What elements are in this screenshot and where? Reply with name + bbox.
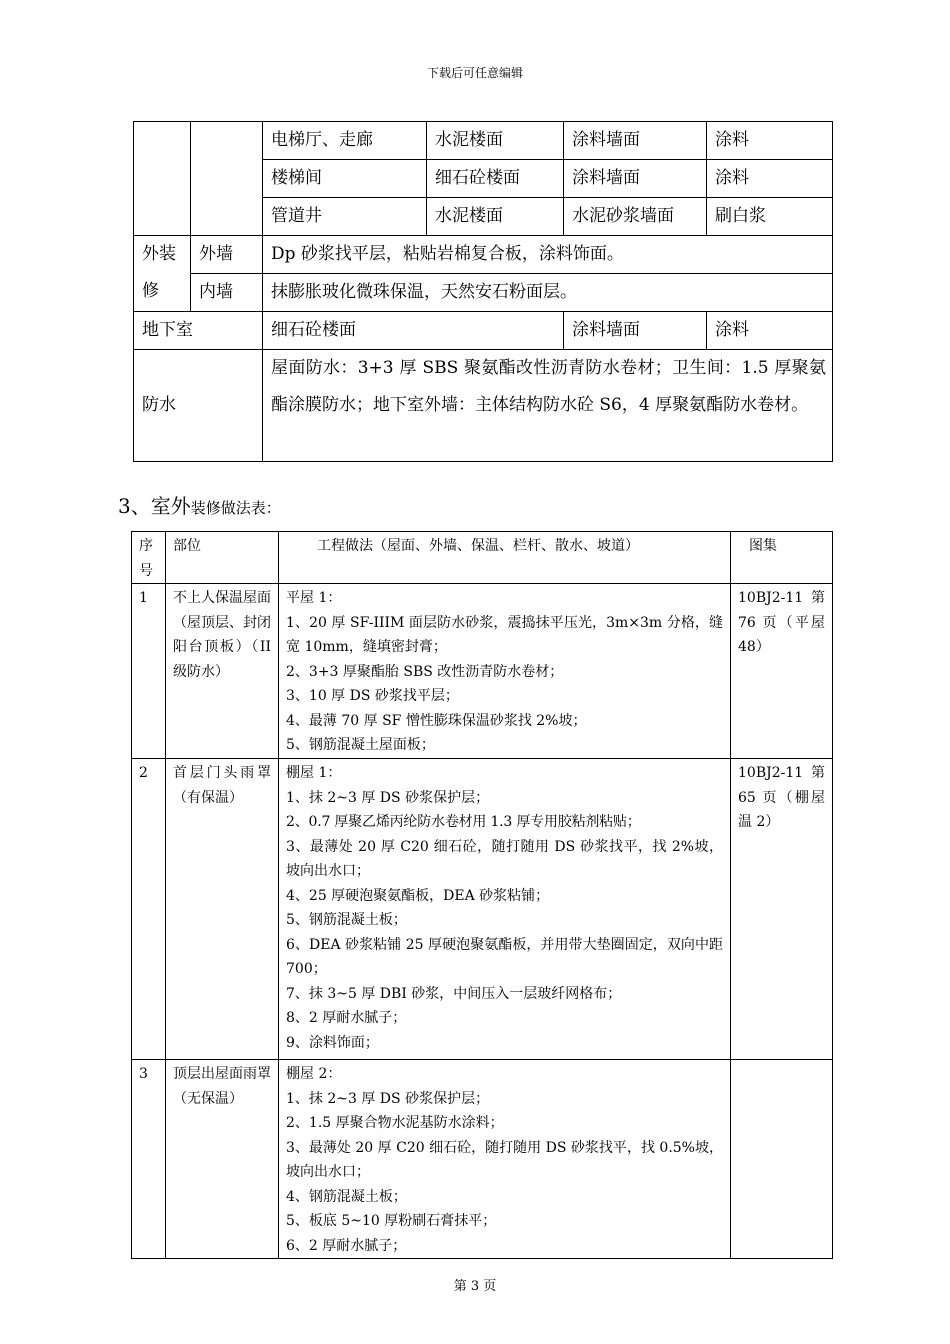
wall-finish: 涂料墙面 bbox=[564, 122, 707, 160]
table-row bbox=[132, 1060, 833, 1259]
outer-wall-text: Dp 砂浆找平层，粘贴岩棉复合板，涂料饰面。 bbox=[263, 236, 833, 274]
inner-wall-label: 内墙 bbox=[191, 274, 263, 312]
method-step: 4、钢筋混凝土板； bbox=[286, 1188, 407, 1205]
method-step: 1、20 厚 SF-IIIM 面层防水砂浆，震捣抹平压光，3m×3m 分格，缝宽 10mm，缝填密封膏； bbox=[286, 614, 723, 655]
page-header: 下载后可任意编辑 bbox=[426, 66, 523, 80]
method-title: 棚屋 1： bbox=[286, 765, 342, 781]
method-step: 4、最薄 70 厚 SF 憎性膨珠保温砂浆找 2%坡； bbox=[286, 712, 587, 729]
label-line-2: 修 bbox=[142, 281, 159, 301]
table-row bbox=[134, 312, 833, 350]
method-step: 6、DEA 砂浆粘铺 25 厚硬泡聚氨酯板，并用带大垫圈固定，双向中距 700； bbox=[286, 936, 723, 977]
empty-cell bbox=[191, 122, 263, 236]
basement-label: 地下室 bbox=[134, 312, 263, 350]
row-method bbox=[279, 1060, 731, 1259]
row-part: 首层门头雨罩（有保温） bbox=[166, 759, 279, 1060]
room-name: 管道井 bbox=[263, 198, 427, 236]
page-footer: 第 3 页 bbox=[453, 1279, 497, 1294]
ceiling-finish: 刷白浆 bbox=[707, 198, 833, 236]
wall-finish: 水泥砂浆墙面 bbox=[564, 198, 707, 236]
method-step: 8、2 厚耐水腻子； bbox=[286, 1010, 407, 1026]
waterproof-label: 防水 bbox=[134, 350, 263, 462]
method-title: 平屋 1： bbox=[286, 590, 342, 606]
method-title: 棚屋 2： bbox=[286, 1066, 342, 1082]
method-step: 2、1.5 厚聚合物水泥基防水涂料； bbox=[286, 1115, 504, 1131]
method-step: 1、抹 2~3 厚 DS 砂浆保护层； bbox=[286, 789, 490, 806]
method-step: 7、抹 3~5 厚 DBI 砂浆，中间压入一层玻纤网格布； bbox=[286, 985, 622, 1002]
ceiling-finish: 涂料 bbox=[707, 122, 833, 160]
inner-wall-text: 抹膨胀玻化微珠保温，天然安石粉面层。 bbox=[263, 274, 833, 312]
floor-finish: 细石砼楼面 bbox=[427, 160, 564, 198]
waterproof-text: 屋面防水：3+3 厚 SBS 聚氨酯改性沥青防水卷材；卫生间：1.5 厚聚氨酯涂膜防水；地下室外墙：主体结构防水砼 S6，4 厚聚氨酯防水卷材。 bbox=[263, 350, 833, 462]
row-no: 2 bbox=[132, 759, 166, 1060]
exterior-finish-table bbox=[131, 531, 833, 1259]
room-name: 楼梯间 bbox=[263, 160, 427, 198]
label-line-1: 外装 bbox=[142, 244, 176, 264]
exterior-decoration-label bbox=[134, 236, 191, 312]
row-atlas: 10BJ2-11 第 76 页（平屋 48） bbox=[731, 584, 833, 759]
table-header-row bbox=[132, 532, 833, 584]
row-no: 3 bbox=[132, 1060, 166, 1259]
room-name: 电梯厅、走廊 bbox=[263, 122, 427, 160]
table-row bbox=[132, 759, 833, 1060]
method-step: 3、最薄处 20 厚 C20 细石砼，随打随用 DS 砂浆找平，找 2%坡，坡向出水口； bbox=[286, 838, 723, 879]
method-step: 2、3+3 厚聚酯胎 SBS 改性沥青防水卷材； bbox=[286, 663, 564, 680]
table-row bbox=[134, 122, 833, 160]
ceiling-finish: 涂料 bbox=[707, 160, 833, 198]
empty-cell bbox=[134, 122, 191, 236]
section-heading bbox=[118, 490, 281, 519]
method-step: 4、25 厚硬泡聚氨酯板，DEA 砂浆粘铺； bbox=[286, 887, 550, 904]
method-step: 6、2 厚耐水腻子； bbox=[286, 1237, 407, 1254]
interior-finish-table bbox=[133, 121, 833, 462]
basement-floor: 细石砼楼面 bbox=[263, 312, 564, 350]
row-no: 1 bbox=[132, 584, 166, 759]
header-part: 部位 bbox=[166, 532, 279, 584]
header-atlas: 图集 bbox=[731, 532, 833, 584]
method-step: 3、最薄处 20 厚 C20 细石砼，随打随用 DS 砂浆找平，找 0.5%坡，坡向出水口； bbox=[286, 1139, 723, 1180]
basement-wall: 涂料墙面 bbox=[564, 312, 707, 350]
header-method: 工程做法（屋面、外墙、保温、栏杆、散水、坡道） bbox=[279, 532, 731, 584]
table-row bbox=[134, 274, 833, 312]
row-part: 不上人保温屋面（屋顶层、封闭阳台顶板）（II级防水） bbox=[166, 584, 279, 759]
header-no: 序号 bbox=[132, 532, 166, 584]
method-step: 1、抹 2~3 厚 DS 砂浆保护层； bbox=[286, 1090, 490, 1107]
row-atlas bbox=[731, 1060, 833, 1259]
row-atlas: 10BJ2-11 第 65 页（棚屋温 2） bbox=[731, 759, 833, 1060]
floor-finish: 水泥楼面 bbox=[427, 122, 564, 160]
method-step: 5、板底 5~10 厚粉刷石膏抹平； bbox=[286, 1213, 497, 1229]
heading-small: 装修做法表： bbox=[190, 499, 281, 517]
row-method bbox=[279, 759, 731, 1060]
floor-finish: 水泥楼面 bbox=[427, 198, 564, 236]
table-row bbox=[132, 584, 833, 759]
outer-wall-label: 外墙 bbox=[191, 236, 263, 274]
wall-finish: 涂料墙面 bbox=[564, 160, 707, 198]
table-row bbox=[134, 236, 833, 274]
heading-large: 3、室外 bbox=[118, 494, 191, 518]
row-method bbox=[279, 584, 731, 759]
method-step: 5、钢筋混凝土屋面板； bbox=[286, 737, 435, 753]
method-step: 3、10 厚 DS 砂浆找平层； bbox=[286, 688, 459, 704]
method-step: 9、涂料饰面； bbox=[286, 1034, 379, 1051]
method-step: 2、0.7 厚聚乙烯丙纶防水卷材用 1.3 厚专用胶粘剂粘贴； bbox=[286, 814, 641, 830]
method-step: 5、钢筋混凝土板； bbox=[286, 912, 407, 928]
basement-ceiling: 涂料 bbox=[707, 312, 833, 350]
row-part: 顶层出屋面雨罩（无保温） bbox=[166, 1060, 279, 1259]
table-row bbox=[134, 350, 833, 462]
